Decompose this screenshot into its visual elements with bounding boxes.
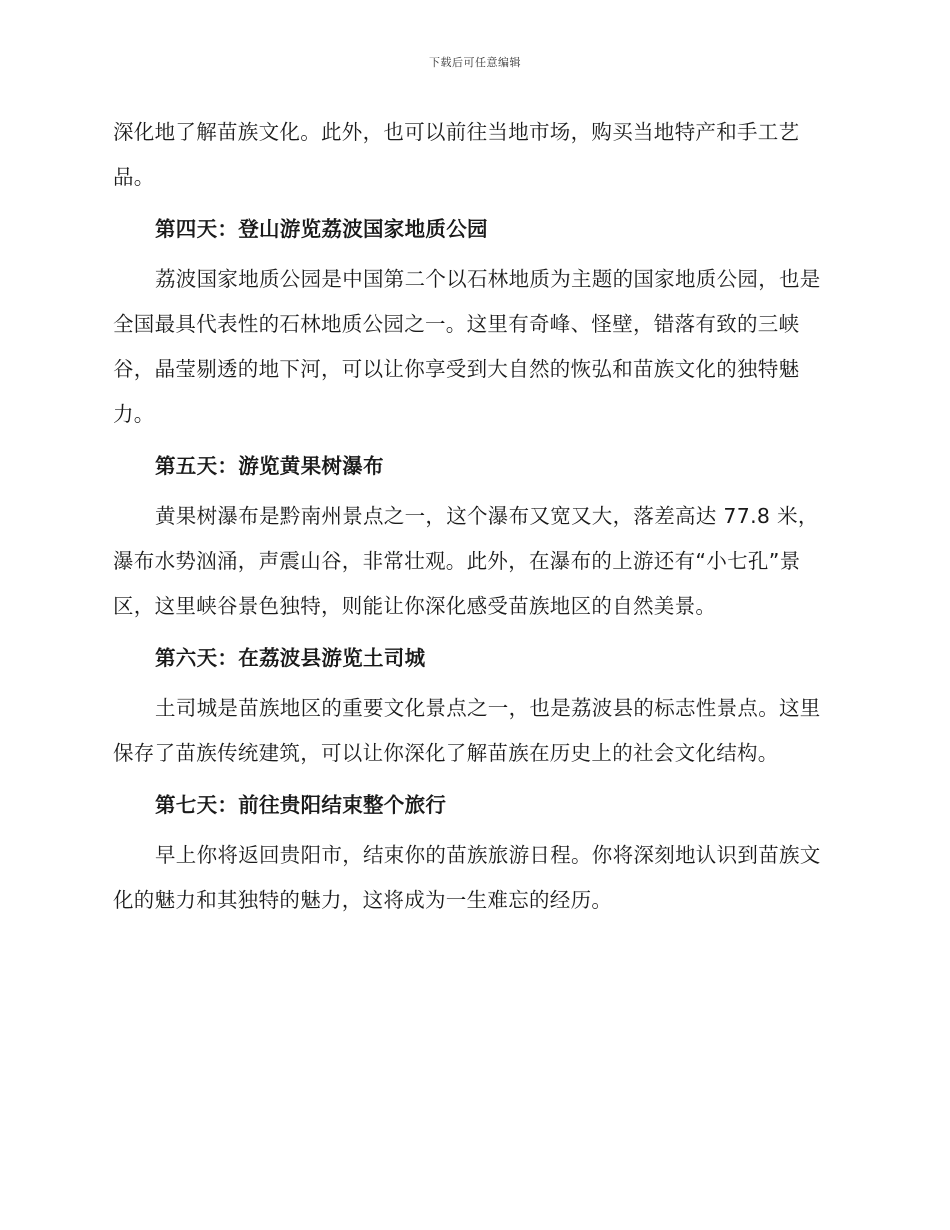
day7-paragraph: 早上你将返回贵阳市，结束你的苗族旅游日程。你将深刻地认识到苗族文化的魅力和其独特的魅力，这将成为一生难忘的经历。 bbox=[113, 843, 821, 912]
day4-paragraph: 荔波国家地质公园是中国第二个以石林地质为主题的国家地质公园，也是全国最具代表性的石林地质公园之一。这里有奇峰、怪壁，错落有致的三峡谷，晶莹剔透的地下河，可以让你享受到大自然的恢弘和苗族文化的独特魅力。 bbox=[113, 267, 821, 426]
header-note: 下载后可任意编辑 bbox=[429, 56, 521, 69]
intro-paragraph: 深化地了解苗族文化。此外，也可以前往当地市场，购买当地特产和手工艺品。 bbox=[113, 120, 800, 189]
day7-heading: 第七天：前往贵阳结束整个旅行 bbox=[155, 793, 447, 817]
day5-heading: 第五天：游览黄果树瀑布 bbox=[155, 454, 384, 478]
document-body bbox=[113, 110, 833, 923]
day4-heading: 第四天：登山游览荔波国家地质公园 bbox=[155, 217, 488, 241]
day6-heading: 第六天：在荔波县游览土司城 bbox=[155, 646, 426, 670]
day5-paragraph: 黄果树瀑布是黔南州景点之一，这个瀑布又宽又大，落差高达 77.8 米，瀑布水势汹涌，声震山谷，非常壮观。此外，在瀑布的上游还有“小七孔”景区，这里峡谷景色独特，则能让你深化感受苗族地区的自然美景。 bbox=[113, 504, 819, 618]
day6-paragraph: 土司城是苗族地区的重要文化景点之一，也是荔波县的标志性景点。这里保存了苗族传统建筑，可以让你深化了解苗族在历史上的社会文化结构。 bbox=[113, 696, 821, 765]
